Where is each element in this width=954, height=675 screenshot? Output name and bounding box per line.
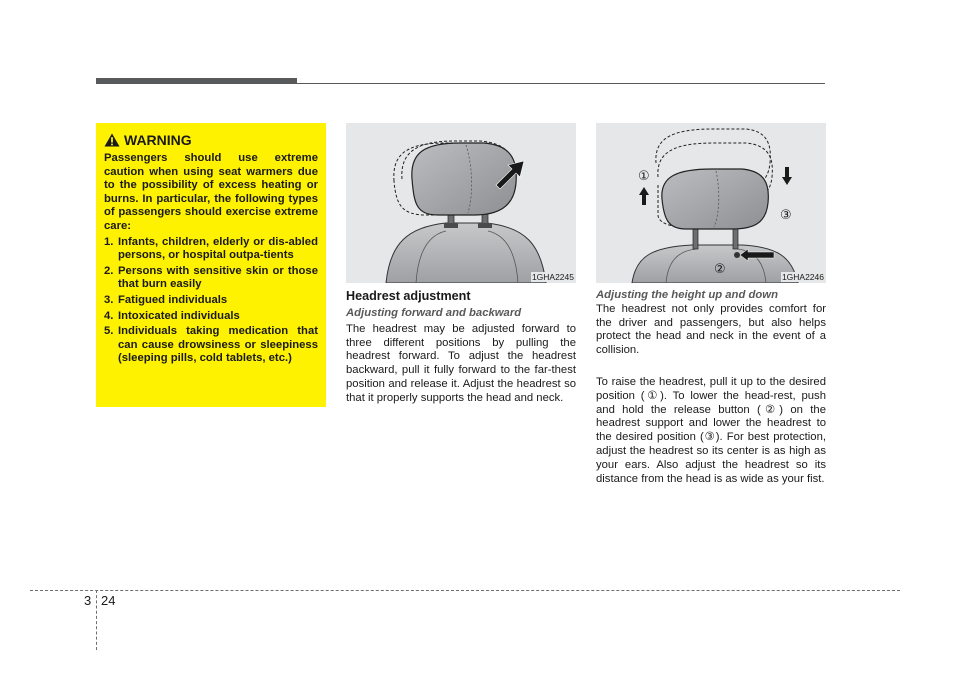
warning-intro: Passengers should use extreme caution when using seat warmers due to the possibility of excess heating or burns. In particular, the following types of passengers should exercise extreme care: (104, 152, 318, 232)
section-number: 3 (84, 593, 92, 608)
section-body: The headrest may be adjusted forward to three different positions by pulling the headrest forward. To adjust the headrest backward, pull it fully forward to the far-thest position and release it. Adjust the headrest so that it properly supports the head and neck. (346, 322, 576, 404)
list-number: 1. (104, 235, 114, 248)
headrest-adjustment-section (346, 289, 576, 406)
warning-list-item (104, 265, 318, 292)
footer-divider (96, 590, 97, 650)
warning-list-item (104, 294, 318, 308)
headrest-forward-figure (346, 123, 576, 283)
warning-title: WARNING (124, 132, 192, 148)
headrest-forward-illustration (346, 123, 576, 283)
header-rule-thick (96, 78, 297, 84)
figure-code: 1GHA2245 (531, 272, 574, 282)
footer-rule (30, 590, 900, 591)
marker-1: ① (638, 168, 650, 183)
headrest-height-figure (596, 123, 826, 283)
warning-box (96, 123, 326, 407)
height-adjustment-section (596, 289, 826, 486)
list-number: 2. (104, 264, 114, 277)
section-paragraph-1: The headrest not only provides comfort for the driver and passengers, but also helps protect the head and neck in the event of a collision. (596, 302, 826, 357)
marker-2: ② (714, 261, 726, 276)
warning-list-item (104, 236, 318, 263)
list-text: Infants, children, elderly or dis-abled persons, or hospital outpa-tients (118, 235, 318, 262)
list-text: Individuals taking medication that can cause drowsiness or sleepiness (sleeping pills, cold tablets, etc.) (118, 325, 318, 365)
section-paragraph-2: To raise the headrest, pull it up to the desired position (①). To lower the head-rest, push and hold the release button (②) on the headrest support and lower the headrest to the desired position (③). For best protection, adjust the headrest so its center is as high as your ears. Also adjust the headrest so its distance from the head is as wide as your fist. (596, 375, 826, 485)
list-number: 4. (104, 309, 114, 322)
list-number: 5. (104, 325, 114, 338)
list-text: Intoxicated individuals (118, 309, 240, 322)
list-text: Fatigued individuals (118, 293, 228, 306)
warning-list (104, 236, 318, 366)
warning-list-item (104, 310, 318, 324)
list-text: Persons with sensitive skin or those that burn easily (118, 264, 318, 291)
section-heading: Headrest adjustment (346, 289, 471, 303)
header-rule-thin (297, 83, 825, 84)
warning-list-item (104, 325, 318, 366)
headrest-height-illustration (596, 123, 826, 283)
section-subheading: Adjusting the height up and down (596, 289, 778, 301)
page-number: 24 (101, 593, 116, 608)
list-number: 3. (104, 293, 114, 306)
warning-heading (104, 132, 318, 148)
warning-triangle-icon (104, 133, 120, 147)
marker-3: ③ (780, 207, 792, 222)
figure-code: 1GHA2246 (781, 272, 824, 282)
section-subheading: Adjusting forward and backward (346, 307, 522, 319)
